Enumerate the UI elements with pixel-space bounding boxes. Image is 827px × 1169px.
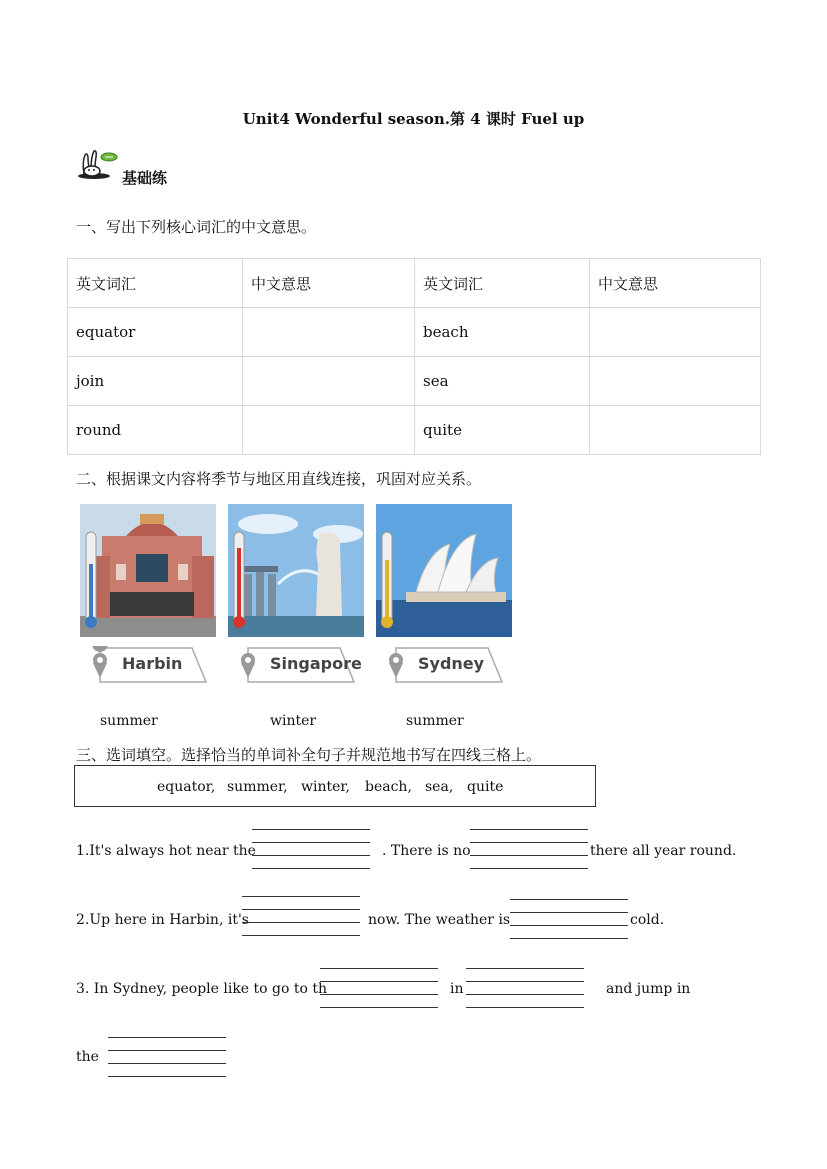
bunny-mascot-icon <box>76 149 120 181</box>
word-cell: join <box>68 357 243 406</box>
answer-cell[interactable] <box>243 406 415 455</box>
word-cell: quite <box>415 406 590 455</box>
answer-cell[interactable] <box>590 308 761 357</box>
sentence-1-part-b: . There is no <box>382 843 471 859</box>
q3-instruction: 三、选词填空。选择恰当的单词补全句子并规范地书写在四线三格上。 <box>76 746 542 764</box>
sentence-3-part-c: and jump in <box>606 981 691 997</box>
header-cell: 中文意思 <box>243 259 415 308</box>
four-line-blank[interactable] <box>320 968 438 1008</box>
table-row <box>68 308 761 357</box>
section-label: 基础练 <box>122 169 168 187</box>
four-line-blank[interactable] <box>108 1037 226 1077</box>
word-cell: round <box>68 406 243 455</box>
answer-cell[interactable] <box>590 406 761 455</box>
harbin-photo <box>80 504 216 637</box>
header-cell: 英文词汇 <box>68 259 243 308</box>
word-bank-item: equator, <box>157 779 216 795</box>
word-cell: beach <box>415 308 590 357</box>
header-cell: 英文词汇 <box>415 259 590 308</box>
sentence-2-part-c: cold. <box>630 912 665 928</box>
table-row <box>68 406 761 455</box>
sentence-3-part-a: 3. In Sydney, people like to go to th <box>76 981 328 997</box>
page-title: Unit4 Wonderful season.第 4 课时 Fuel up <box>242 110 585 128</box>
four-line-blank[interactable] <box>510 899 628 939</box>
place-label-sydney: Sydney <box>418 654 485 673</box>
header-cell: 中文意思 <box>590 259 761 308</box>
season-label: summer <box>100 713 158 729</box>
word-cell: equator <box>68 308 243 357</box>
word-bank-item: sea, <box>425 779 454 795</box>
four-line-blank[interactable] <box>252 829 370 869</box>
q1-instruction: 一、写出下列核心词汇的中文意思。 <box>76 218 317 236</box>
four-line-blank[interactable] <box>470 829 588 869</box>
answer-cell[interactable] <box>243 308 415 357</box>
sentence-2-part-a: 2.Up here in Harbin, it's <box>76 912 249 928</box>
sentence-1-part-a: 1.It's always hot near the <box>76 843 256 859</box>
answer-cell[interactable] <box>243 357 415 406</box>
word-bank-item: quite <box>467 779 504 795</box>
singapore-photo <box>228 504 364 637</box>
word-cell: sea <box>415 357 590 406</box>
answer-cell[interactable] <box>590 357 761 406</box>
word-bank <box>74 765 596 807</box>
sentence-3-part-b: in <box>450 981 464 997</box>
table-row <box>68 357 761 406</box>
four-line-blank[interactable] <box>242 896 360 936</box>
vocab-table <box>67 258 761 455</box>
word-bank-item: summer, <box>227 779 288 795</box>
word-bank-item: beach, <box>365 779 412 795</box>
sentence-3-part-d: the <box>76 1049 99 1065</box>
season-label: winter <box>270 713 317 729</box>
four-line-blank[interactable] <box>466 968 584 1008</box>
table-header-row <box>68 259 761 308</box>
place-label-singapore: Singapore <box>270 654 362 673</box>
word-bank-item: winter, <box>301 779 350 795</box>
q2-instruction: 二、根据课文内容将季节与地区用直线连接，巩固对应关系。 <box>76 470 482 488</box>
sentence-2-part-b: now. The weather is <box>368 912 511 928</box>
sentence-1-part-c: there all year round. <box>590 843 737 859</box>
season-label: summer <box>406 713 464 729</box>
place-label-harbin: Harbin <box>122 654 183 673</box>
sydney-photo <box>376 504 512 637</box>
